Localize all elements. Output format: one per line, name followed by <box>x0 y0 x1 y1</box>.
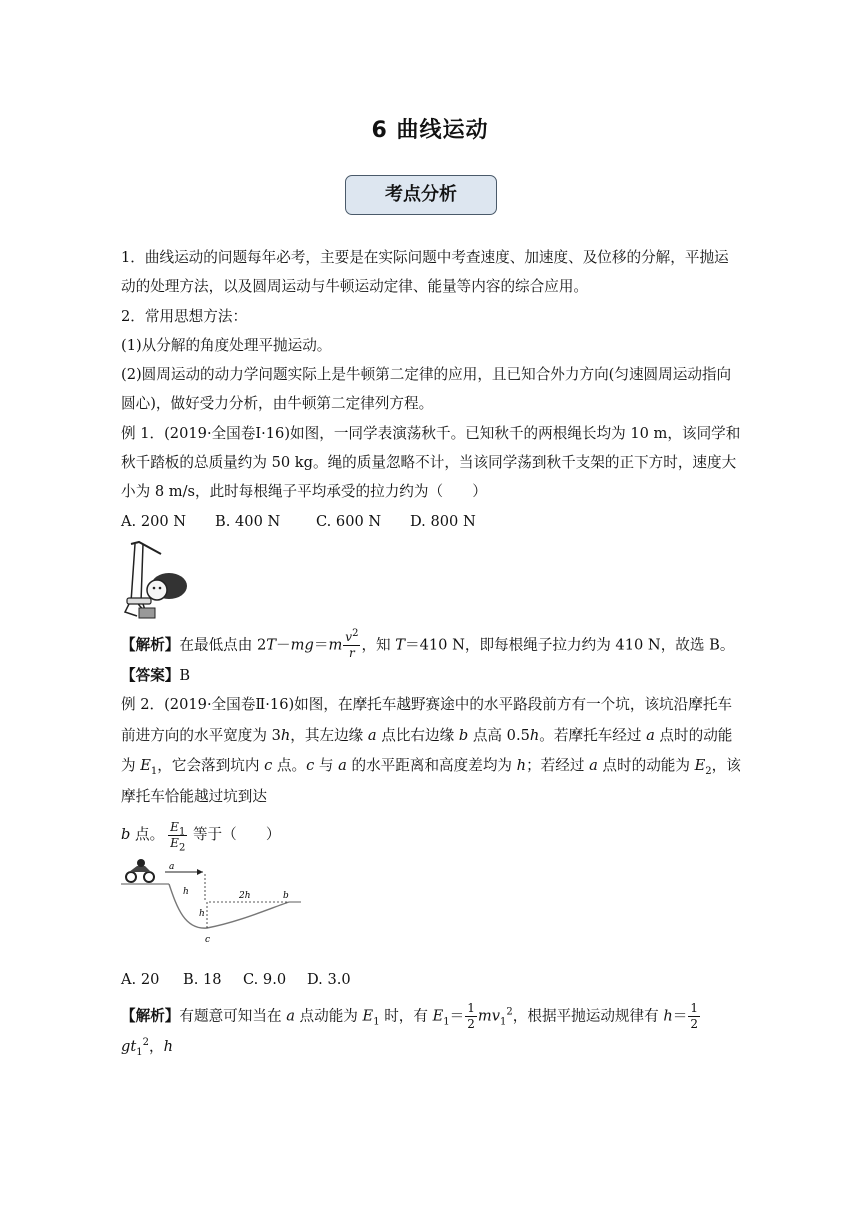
motorcycle-icon <box>126 859 154 882</box>
option-d: D. 800 N <box>410 512 476 530</box>
example2-options <box>121 965 743 994</box>
example1-options <box>121 507 743 536</box>
option-c: C. 600 N <box>316 512 382 530</box>
intro-paragraph-3: (1)从分解的角度处理平抛运动。 <box>121 336 332 354</box>
motorcycle-pit-figure <box>121 858 311 963</box>
analysis-tag: 【解析】 <box>121 636 180 654</box>
option-a: A. 200 N <box>121 512 187 530</box>
swing-figure <box>121 540 191 630</box>
label-h-top: h <box>183 887 189 898</box>
example2-stem: 例 2．(2019·全国卷Ⅱ·16)如图，在摩托车越野赛途中的水平路段前方有一个坑，该坑沿摩托车前进方向的水平宽度为 3h，其左边缘 a 点比右边缘 b 点高 0.5h。若摩托车经过 a 点时的动能为 $E_1$，它会落到坑内 c 点。c 与 a 的水平距离和高度差均为 h；若经过 a 点时的动能为 $E_2$，该摩托车恰能越过坑到达 b 点。 $\frac{E_1}{E_2}$ 等于（ ） <box>121 696 741 854</box>
option-a: A. 20 <box>121 971 160 989</box>
label-2h: 2h <box>239 891 251 902</box>
option-c: C. 9.0 <box>243 971 287 989</box>
label-h-left: h <box>199 909 205 920</box>
label-c: c <box>205 935 211 946</box>
option-b: B. 18 <box>183 971 222 989</box>
option-b: B. 400 N <box>215 512 281 530</box>
document-body <box>121 243 743 1061</box>
example1-answer: 【答案】B <box>121 666 191 684</box>
section-badge: 考点分析 <box>345 175 497 215</box>
intro-paragraph-4: (2)圆周运动的动力学问题实际上是牛顿第二定律的应用，且已知合外力方向(匀速圆周运动指向圆心)，做好受力分析，由牛顿第二定律列方程。 <box>121 366 732 413</box>
page-title: 6 曲线运动 <box>371 118 489 143</box>
intro-paragraph-1: 1．曲线运动的问题每年必考，主要是在实际问题中考查速度、加速度、及位移的分解，平抛运动的处理方法，以及圆周运动与牛顿运动定律、能量等内容的综合应用。 <box>121 249 729 296</box>
intro-paragraph-2: 2．常用思想方法： <box>121 307 248 325</box>
example2-analysis: 【解析】有题意可知当在 a 点动能为 $E_1$ 时，有 $E_1=$ $\frac{1}{2}$ $mv_1^2$，根据平抛运动规律有 h＝ $\frac{1}{2}$ $gt_1^2$，h <box>121 1000 698 1058</box>
label-b: b <box>283 891 289 902</box>
option-d: D. 3.0 <box>307 971 351 989</box>
example1-stem: 例 1．(2019·全国卷Ⅰ·16)如图，一同学表演荡秋千。已知秋千的两根绳长均为 10 m，该同学和秋千踏板的总质量约为 50 kg。绳的质量忽略不计，当该同学荡到秋千支架的正下方时，速度大小为 8 m/s，此时每根绳子平均承受的拉力约为（ ） <box>121 424 741 501</box>
label-a: a <box>169 862 175 873</box>
example1-analysis: 【解析】在最低点由 2T－mg＝m $\frac{v^2}{r}$ ，知 T＝410 N，即每根绳子拉力约为 410 N，故选 B。 <box>121 627 735 660</box>
